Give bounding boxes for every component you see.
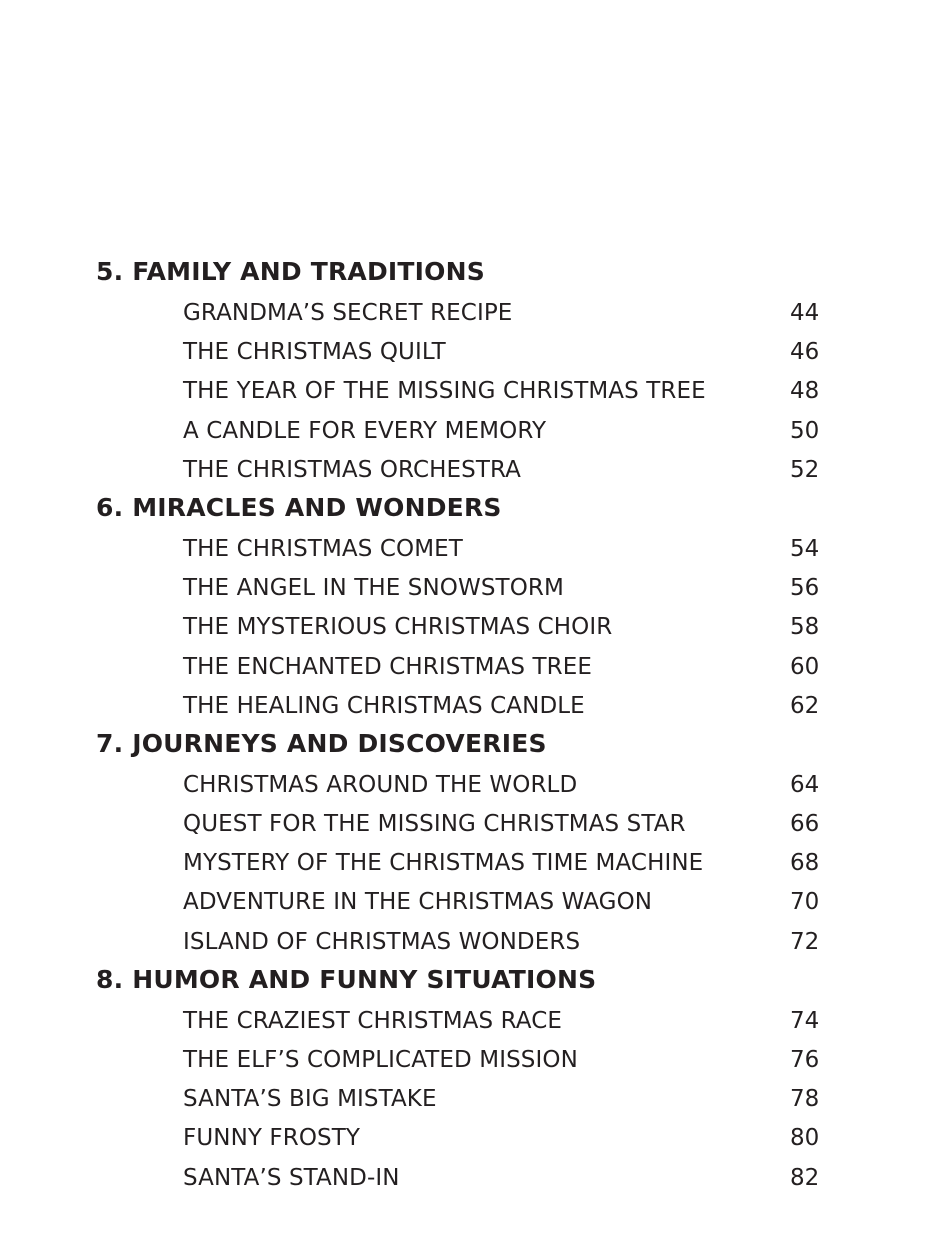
entry-title: CHRISTMAS AROUND THE WORLD bbox=[183, 771, 578, 798]
entry-title: THE ELF’S COMPLICATED MISSION bbox=[183, 1047, 578, 1073]
entry-page-number: 66 bbox=[790, 811, 820, 838]
section-heading: 6. MIRACLES AND WONDERS bbox=[96, 492, 502, 522]
entry-title: SANTA’S BIG MISTAKE bbox=[183, 1086, 437, 1113]
entry-title: THE YEAR OF THE MISSING CHRISTMAS TREE bbox=[183, 378, 706, 405]
entry-page-number: 54 bbox=[790, 535, 820, 562]
toc-entry bbox=[96, 1002, 856, 1041]
entry-page-number: 80 bbox=[790, 1125, 820, 1152]
entry-page-number: 62 bbox=[790, 692, 820, 719]
toc-entry bbox=[96, 687, 856, 726]
toc-entry bbox=[96, 412, 856, 451]
table-of-contents bbox=[96, 254, 856, 1198]
entry-title: QUEST FOR THE MISSING CHRISTMAS STAR bbox=[183, 811, 686, 838]
toc-section bbox=[96, 490, 856, 726]
entry-title: THE CRAZIEST CHRISTMAS RACE bbox=[183, 1007, 562, 1034]
toc-section bbox=[96, 962, 856, 1198]
entry-page-number: 82 bbox=[790, 1164, 820, 1191]
entry-page-number: 58 bbox=[790, 614, 820, 641]
section-heading: 7. JOURNEYS AND DISCOVERIES bbox=[96, 728, 547, 758]
toc-section bbox=[96, 726, 856, 962]
entry-page-number: 70 bbox=[790, 889, 820, 916]
entry-page-number: 76 bbox=[790, 1047, 820, 1073]
entry-page-number: 46 bbox=[790, 339, 820, 366]
entry-title: ISLAND OF CHRISTMAS WONDERS bbox=[183, 928, 581, 955]
toc-entry bbox=[96, 883, 856, 922]
section-heading: 5. FAMILY AND TRADITIONS bbox=[96, 257, 485, 286]
entry-title: THE CHRISTMAS ORCHESTRA bbox=[183, 456, 522, 483]
entry-title: GRANDMA’S SECRET RECIPE bbox=[183, 300, 513, 326]
entry-title: THE HEALING CHRISTMAS CANDLE bbox=[183, 692, 585, 719]
entry-title: ADVENTURE IN THE CHRISTMAS WAGON bbox=[183, 889, 653, 916]
entry-page-number: 48 bbox=[790, 378, 820, 405]
toc-entry bbox=[96, 1080, 856, 1119]
toc-entry bbox=[96, 451, 856, 490]
toc-entry bbox=[96, 294, 856, 333]
toc-entry bbox=[96, 569, 856, 608]
entry-title: MYSTERY OF THE CHRISTMAS TIME MACHINE bbox=[183, 850, 704, 877]
toc-entry bbox=[96, 805, 856, 844]
entry-title: A CANDLE FOR EVERY MEMORY bbox=[183, 417, 547, 444]
toc-entry bbox=[96, 844, 856, 883]
toc-entry bbox=[96, 333, 856, 372]
toc-entry bbox=[96, 1041, 856, 1080]
entry-page-number: 50 bbox=[790, 417, 820, 444]
entry-title: THE CHRISTMAS COMET bbox=[183, 535, 463, 562]
toc-entry bbox=[96, 648, 856, 687]
entry-page-number: 74 bbox=[790, 1007, 820, 1034]
toc-entry bbox=[96, 923, 856, 962]
entry-title: FUNNY FROSTY bbox=[183, 1125, 361, 1152]
entry-page-number: 72 bbox=[790, 928, 820, 955]
entry-title: THE ENCHANTED CHRISTMAS TREE bbox=[183, 653, 592, 680]
entry-title: SANTA’S STAND-IN bbox=[183, 1164, 400, 1191]
entry-title: THE CHRISTMAS QUILT bbox=[183, 339, 446, 366]
toc-entry bbox=[96, 530, 856, 569]
entry-page-number: 64 bbox=[790, 771, 820, 798]
section-heading: 8. HUMOR AND FUNNY SITUATIONS bbox=[96, 964, 597, 994]
toc-entry bbox=[96, 766, 856, 805]
entry-page-number: 52 bbox=[790, 456, 820, 483]
entry-page-number: 60 bbox=[790, 653, 820, 680]
toc-entry bbox=[96, 608, 856, 647]
toc-entry bbox=[96, 372, 856, 411]
entry-page-number: 44 bbox=[790, 300, 820, 326]
entry-title: THE ANGEL IN THE SNOWSTORM bbox=[183, 575, 564, 602]
toc-section bbox=[96, 254, 856, 490]
toc-entry bbox=[96, 1159, 856, 1198]
entry-page-number: 56 bbox=[790, 575, 820, 602]
entry-page-number: 68 bbox=[790, 850, 820, 877]
entry-title: THE MYSTERIOUS CHRISTMAS CHOIR bbox=[183, 614, 613, 641]
toc-entry bbox=[96, 1119, 856, 1158]
entry-page-number: 78 bbox=[790, 1086, 820, 1113]
